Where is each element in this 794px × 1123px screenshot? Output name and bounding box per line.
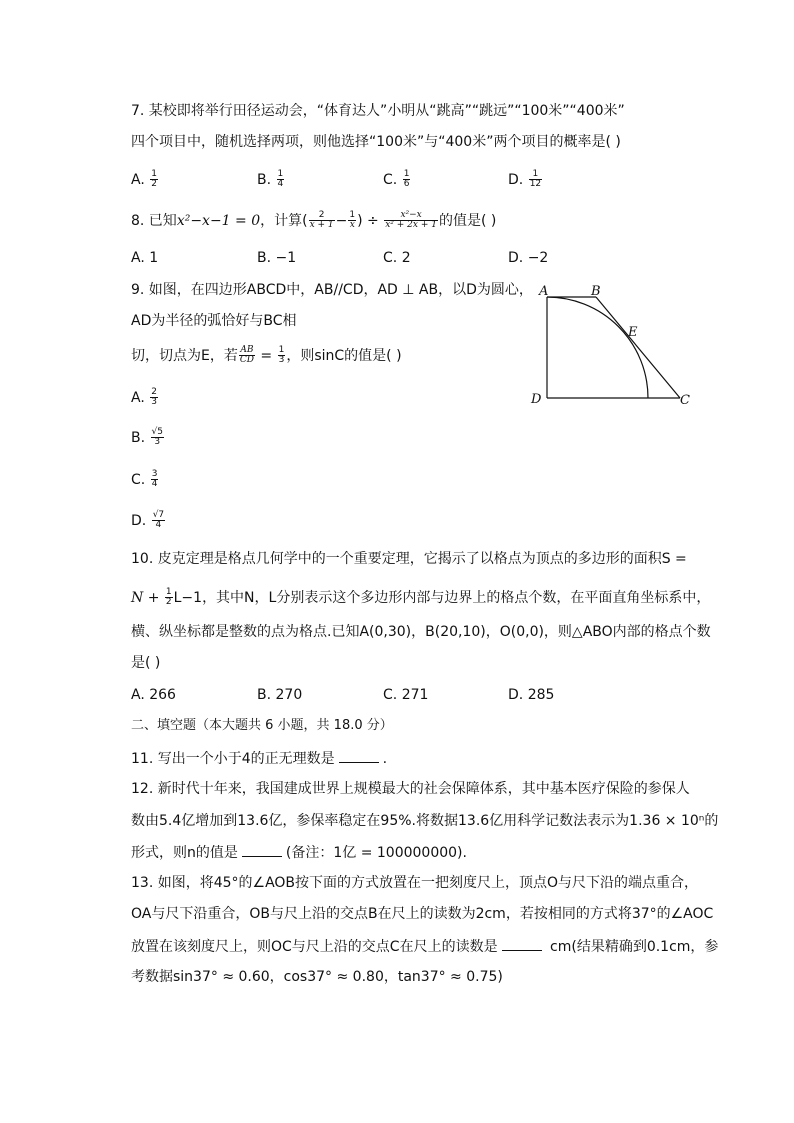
arc-ae bbox=[547, 297, 648, 398]
q10-option-d: D. 285 bbox=[508, 687, 555, 703]
q7-option-a: A. $\frac{1}{2}$ bbox=[131, 169, 157, 190]
q8-option-b: B. −1 bbox=[257, 250, 297, 266]
q8-option-c: C. 2 bbox=[383, 250, 411, 266]
q7-option-c: C. $\frac{1}{6}$ bbox=[383, 169, 410, 190]
q8-option-d: D. −2 bbox=[508, 250, 549, 266]
q7-option-d: D. $\frac{1}{12}$ bbox=[508, 169, 542, 190]
label-a: A bbox=[539, 284, 549, 299]
q9-figure bbox=[525, 278, 700, 413]
q8-line: 8. 已知x²−x−1 = 0，计算( $\frac{2}{x + 1}$ − $\frac{1}{x}$ ) ÷ $\frac{\text{x²−x}}{\text{x² + 2x + 1}}$ 的值是( ) bbox=[131, 210, 497, 231]
q7-line2: 四个项目中，随机选择两项，则他选择“100米”与“400米”两个项目的概率是( ) bbox=[131, 134, 621, 150]
q9-option-b: B. $\frac{√5}{3}$ bbox=[131, 427, 163, 448]
q10-line4: 是( ) bbox=[131, 655, 161, 671]
q13-line1: 13. 如图，将45°的∠AOB按下面的方式放置在一把刻度尺上，顶点O与尺下沿的端点重合， bbox=[131, 875, 699, 891]
q12-line2: 数由5.4亿增加到13.6亿，参保率稳定在95%.将数据13.6亿用科学记数法表示为1.36 × 10ⁿ的 bbox=[131, 813, 719, 829]
q8-option-a: A. 1 bbox=[131, 250, 159, 266]
label-d: D bbox=[531, 392, 542, 407]
q10-option-a: A. 266 bbox=[131, 687, 176, 703]
q9-option-c: C. $\frac{3}{4}$ bbox=[131, 469, 158, 490]
label-b: B bbox=[591, 284, 601, 299]
q7-line1: 7. 某校即将举行田径运动会，“体育达人”小明从“跳高”“跳远”“100米”“400米” bbox=[131, 103, 625, 119]
q13-answer-blank[interactable] bbox=[502, 939, 542, 951]
q12-line3: 形式，则n的值是 (备注：1亿 = 100000000). bbox=[131, 845, 467, 861]
q9-option-d: D. $\frac{√7}{4}$ bbox=[131, 510, 165, 531]
q11-line: 11. 写出一个小于4的正无理数是 . bbox=[131, 751, 388, 767]
q10-line2: N + $\frac{1}{2}$ L−1，其中N，L分别表示这个多边形内部与边界上的格点个数，在平面直角坐标系中， bbox=[131, 587, 711, 608]
q9-line2: AD为半径的弧恰好与BC相 bbox=[131, 313, 297, 329]
q12-line1: 12. 新时代十年来，我国建成世界上规模最大的社会保障体系，其中基本医疗保险的参保人 bbox=[131, 781, 690, 797]
segment-bc bbox=[596, 297, 680, 398]
q12-answer-blank[interactable] bbox=[242, 845, 282, 857]
q9-line3: 切，切点为E，若 $\frac{AB}{CD}$ = $\frac{1}{3}$ ，则sinC的值是( ) bbox=[131, 345, 402, 366]
q9-option-a: A. $\frac{2}{3}$ bbox=[131, 387, 157, 408]
q10-option-b: B. 270 bbox=[257, 687, 303, 703]
q7-option-b: B. $\frac{1}{4}$ bbox=[257, 169, 284, 190]
q13-line2: OA与尺下沿重合，OB与尺上沿的交点B在尺上的读数为2cm，若按相同的方式将37°的∠AOC bbox=[131, 906, 714, 922]
q10-option-c: C. 271 bbox=[383, 687, 429, 703]
q13-line4: 考数据sin37° ≈ 0.60，cos37° ≈ 0.80，tan37° ≈ 0.75) bbox=[131, 969, 503, 985]
q9-line1: 9. 如图，在四边形ABCD中，AB//CD，AD ⊥ AB，以D为圆心， bbox=[131, 282, 533, 298]
label-c: C bbox=[680, 393, 690, 408]
section-title: 二、填空题（本大题共 6 小题，共 18.0 分） bbox=[131, 718, 393, 733]
label-e: E bbox=[628, 325, 638, 340]
q13-line3: 放置在该刻度尺上，则OC与尺上沿的交点C在尺上的读数是 cm(结果精确到0.1cm，参 bbox=[131, 939, 719, 955]
q10-line3: 横、纵坐标都是整数的点为格点.已知A(0,30)，B(20,10)，O(0,0)，则△ABO内部的格点个数 bbox=[131, 624, 711, 640]
q10-line1: 10. 皮克定理是格点几何学中的一个重要定理，它揭示了以格点为顶点的多边形的面积S = bbox=[131, 551, 687, 567]
q11-answer-blank[interactable] bbox=[339, 751, 379, 763]
